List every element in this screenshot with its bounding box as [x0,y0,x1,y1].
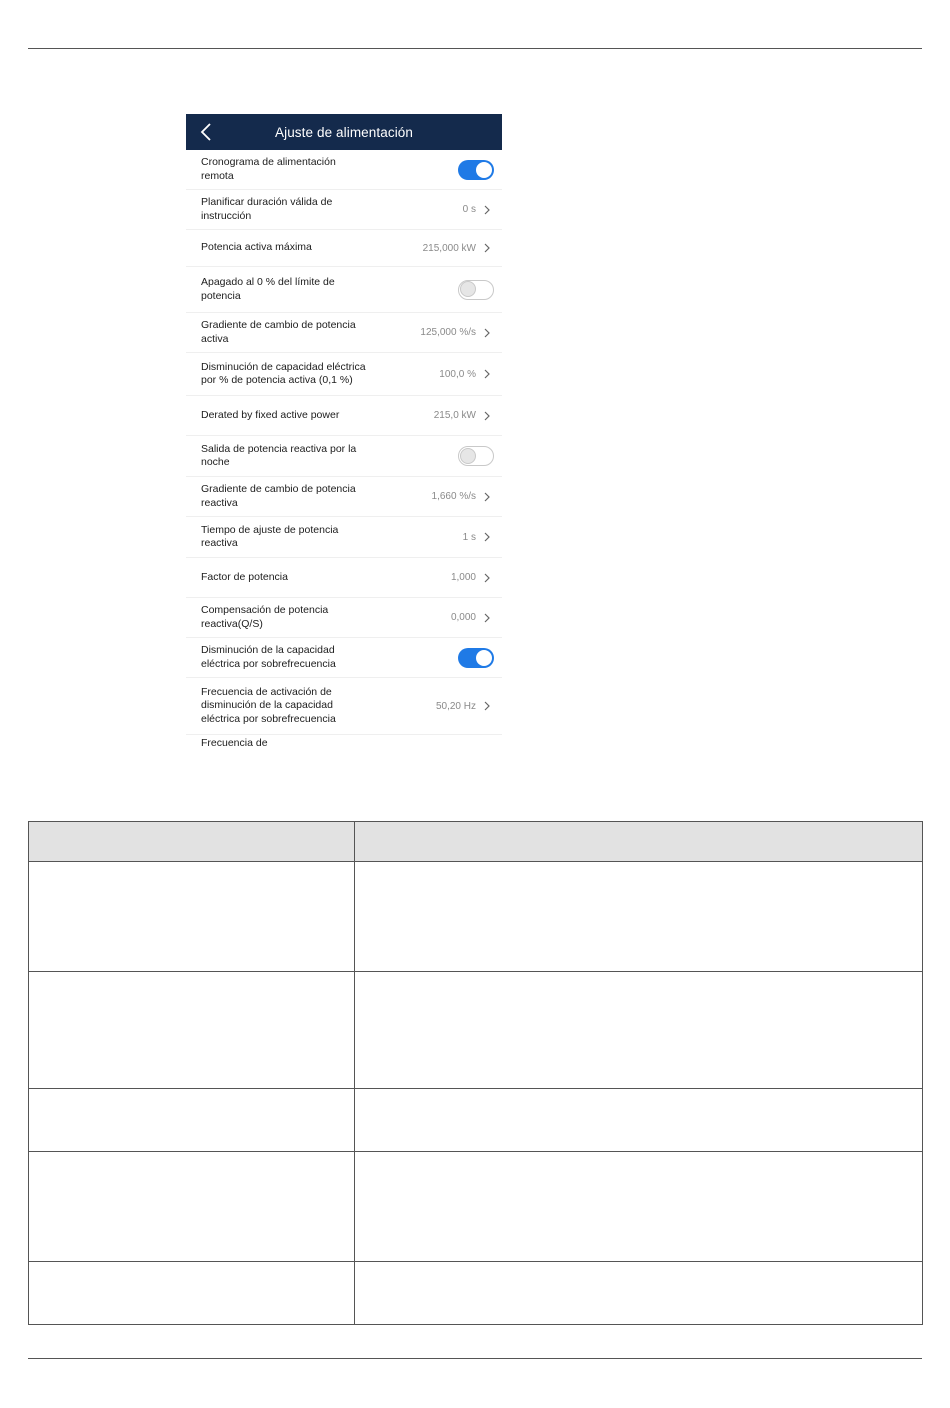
header-rule [28,48,922,49]
parameter-table [28,821,923,1325]
table-cell [29,972,355,1089]
setting-label: Disminución de la capacidad eléctrica por sobrefrecuencia [201,644,336,670]
chevron-left-icon [200,122,212,142]
table-header-cell [29,822,355,862]
phone-screenshot [186,114,502,754]
setting-value: 50,20 Hz [435,700,476,712]
setting-label: Derated by fixed active power [201,408,340,421]
chevron-right-icon [483,572,491,584]
table-cell [29,862,355,972]
chevron-right-icon [483,531,491,543]
table-header-row [29,822,923,862]
setting-label: Tiempo de ajuste de potencia reactiva [201,523,339,549]
shutdown-zero-limit-toggle[interactable] [458,280,494,300]
setting-row-reactive-compensation[interactable] [186,598,502,638]
setting-value: 100,0 % [439,368,476,380]
chevron-right-icon [483,700,491,712]
page-title: Ajuste de alimentación [274,124,414,140]
setting-row-active-power-gradient[interactable] [186,313,502,353]
chevron-right-icon [483,410,491,422]
setting-label: Salida de potencia reactiva por la noche [201,442,357,468]
setting-row-derated-fixed-power[interactable] [186,396,502,436]
table-row [29,862,923,972]
table-cell [355,1152,923,1262]
setting-label: Gradiente de cambio de potencia activa [201,319,356,345]
setting-label: Potencia activa máxima [201,241,312,254]
setting-row-reactive-power-gradient[interactable] [186,477,502,517]
setting-row-derating-percent[interactable] [186,353,502,396]
setting-row-shutdown-zero-limit[interactable] [186,267,502,313]
setting-row-power-factor[interactable] [186,558,502,598]
setting-value: 0,000 [450,612,476,623]
setting-row-partial[interactable] [186,735,502,754]
table-cell [29,1152,355,1262]
table-cell [355,862,923,972]
setting-value: 125,000 %/s [420,327,476,338]
setting-row-reactive-adjust-time[interactable] [186,517,502,558]
footer-rule [28,1358,922,1359]
setting-row-remote-schedule[interactable] [186,150,502,190]
setting-value: 1,660 %/s [431,491,476,502]
chevron-right-icon [483,491,491,503]
setting-label: Frecuencia de [201,737,268,749]
setting-label: Planificar duración válida de instrucción [201,196,333,222]
table-cell [355,1262,923,1325]
table-row [29,1262,923,1325]
chevron-right-icon [483,242,491,254]
setting-row-overfrequency-derating[interactable] [186,638,502,678]
setting-value: 1 s [462,531,476,543]
table-header-cell [355,822,923,862]
night-reactive-power-toggle[interactable] [458,446,494,466]
setting-label: Cronograma de alimentación remota [201,156,336,182]
chevron-right-icon [483,327,491,339]
chevron-right-icon [483,368,491,380]
setting-label: Factor de potencia [201,570,288,583]
setting-label: Apagado al 0 % del límite de potencia [201,276,335,302]
back-button[interactable] [194,119,218,145]
setting-row-night-reactive-power[interactable] [186,436,502,477]
setting-row-valid-duration[interactable] [186,190,502,230]
table-row [29,1089,923,1152]
chevron-right-icon [483,612,491,624]
remote-schedule-toggle[interactable] [458,160,494,180]
setting-label: Compensación de potencia reactiva(Q/S) [201,604,329,630]
table-cell [29,1089,355,1152]
table-row [29,1152,923,1262]
setting-label: Gradiente de cambio de potencia reactiva [201,483,356,509]
setting-row-overfrequency-trigger[interactable] [186,678,502,735]
setting-label: Frecuencia de activación de disminución de la capacidad eléctrica por sobrefrecuencia [201,685,336,725]
setting-value: 1,000 [450,572,476,583]
table-row [29,972,923,1089]
table-cell [355,972,923,1089]
setting-value: 215,0 kW [433,410,476,421]
setting-label: Disminución de capacidad eléctrica por % de potencia activa (0,1 %) [201,360,366,386]
setting-value: 215,000 kW [422,242,476,254]
setting-value: 0 s [462,204,476,215]
overfrequency-derating-toggle[interactable] [458,648,494,668]
table-cell [29,1262,355,1325]
table-cell [355,1089,923,1152]
setting-row-max-active-power[interactable] [186,230,502,267]
app-bar [186,114,502,150]
chevron-right-icon [483,204,491,216]
